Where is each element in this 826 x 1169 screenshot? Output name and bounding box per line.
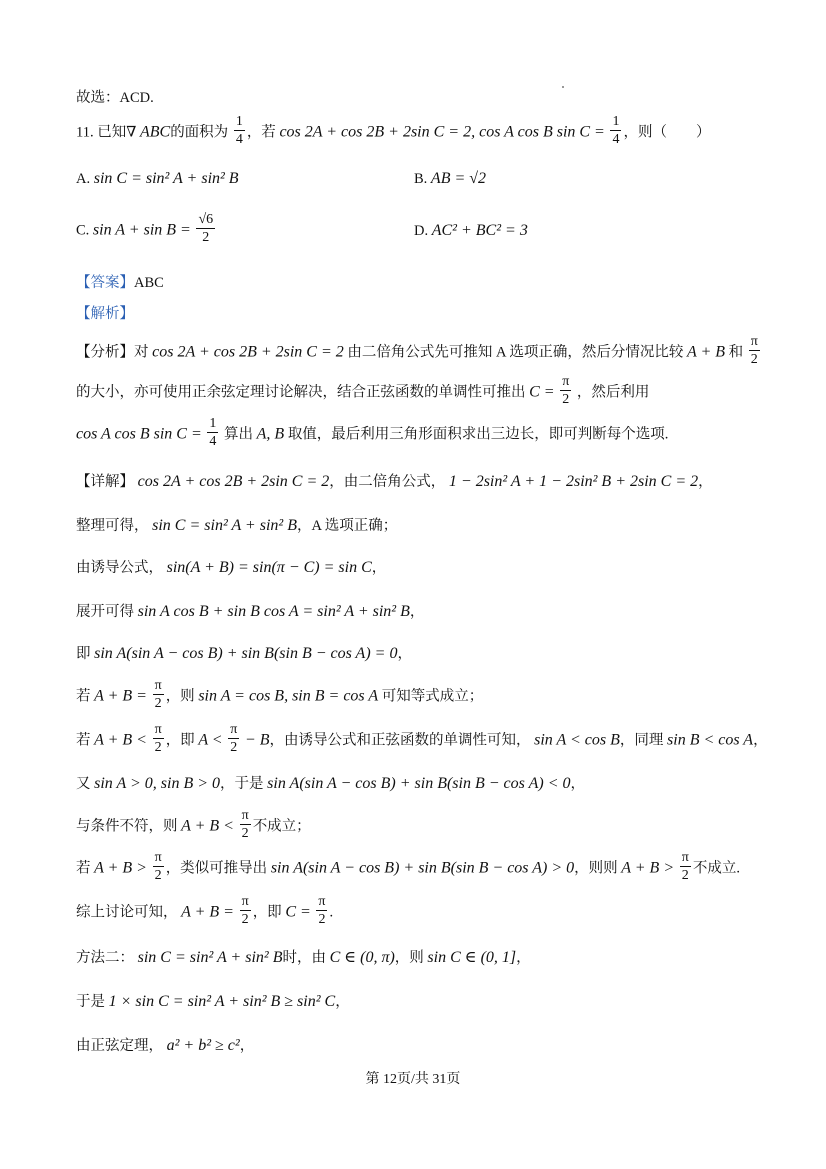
detail-line-6: 若 A + B = $\frac{\pi}{2}$ ，则 sin A = cos B, sin B = cos A 可知等式成立； — [76, 678, 484, 711]
analysis-line-3: cos A cos B sin C = $\frac{1}{4}$ 算出 A, B 取值，最后利用三角形面积求出三边长，即可判断每个选项. — [76, 416, 669, 449]
question-11-stem: 11. 已知∇ ABC的面积为 $\frac{1}{4}$ ，若 cos 2A + cos 2B + 2sin C = 2, cos A cos B sin C = $\frac{1}{4}$ ，则（ ） — [76, 114, 711, 147]
pi-over-2: $\frac{\pi}{2}$ — [241, 808, 249, 841]
detail-line-9: 与条件不符，则 A + B < $\frac{\pi}{2}$ 不成立； — [76, 808, 311, 841]
quarter-fraction: $\frac{1}{4}$ — [209, 416, 217, 449]
detail-line-10: 若 A + B > $\frac{\pi}{2}$ ，类似可推导出 sin A(sin A − cos B) + sin B(sin B − cos A) > 0，则则 A + B > $\frac{\pi}{2}$ 不成立. — [76, 850, 740, 883]
analysis-header: 【解析】 — [76, 306, 134, 322]
pi-over-2: $\frac{\pi}{2}$ — [681, 850, 689, 883]
detail-line-14: 由正弦定理， a² + b² ≥ c²， — [76, 1037, 255, 1054]
answer-line: 【答案】ABC — [76, 275, 164, 291]
pi-over-2: $\frac{\pi}{2}$ — [562, 374, 570, 407]
detail-line-3: 由诱导公式， sin(A + B) = sin(π − C) = sin C， — [76, 559, 387, 576]
detail-line-8: 又 sin A > 0, sin B > 0，于是 sin A(sin A − cos B) + sin B(sin B − cos A) < 0， — [76, 775, 585, 792]
detail-line-1: 【详解】 cos 2A + cos 2B + 2sin C = 2，由二倍角公式， 1 − 2sin² A + 1 − 2sin² B + 2sin C = 2， — [76, 473, 713, 490]
option-d: D. AC² + BC² = 3 — [414, 222, 528, 239]
pi-over-2: $\frac{\pi}{2}$ — [154, 850, 162, 883]
detail-line-11: 综上讨论可知， A + B = $\frac{\pi}{2}$ ，即 C = $\frac{\pi}{2}$ . — [76, 894, 334, 927]
pi-over-2: $\frac{\pi}{2}$ — [318, 894, 326, 927]
detail-line-2: 整理可得， sin C = sin² A + sin² B，A 选项正确； — [76, 517, 398, 534]
area-fraction: $\frac{1}{4}$ — [235, 114, 243, 147]
page-footer: 第 12页/共 31页 — [365, 1072, 461, 1087]
pi-over-2: $\frac{\pi}{2}$ — [241, 894, 249, 927]
pi-over-2: $\frac{\pi}{2}$ — [154, 722, 162, 755]
option-c-fraction: $\frac{√6}{2}$ — [198, 212, 214, 245]
detail-line-4: 展开可得 sin A cos B + sin B cos A = sin² A + sin² B， — [76, 603, 425, 620]
detail-line-5: 即 sin A(sin A − cos B) + sin B(sin B − cos A) = 0， — [76, 645, 412, 662]
option-c: C. sin A + sin B = $\frac{√6}{2}$ D. AC² + BC² = 3 — [76, 212, 528, 245]
detail-line-13: 于是 1 × sin C = sin² A + sin² B ≥ sin² C， — [76, 993, 350, 1010]
previous-answer-line: 故选：ACD. — [76, 90, 154, 106]
analysis-line-2: 的大小，亦可使用正余弦定理讨论解决，结合正弦函数的单调性可推出 C = $\frac{\pi}{2}$ ，然后利用 — [76, 374, 650, 407]
pi-over-2: $\frac{\pi}{2}$ — [750, 334, 758, 367]
detail-line-7: 若 A + B < $\frac{\pi}{2}$ ，即 A < $\frac{\pi}{2}$ − B，由诱导公式和正弦函数的单调性可知， sin A < cos B，同理 sin B < cos A， — [76, 722, 768, 755]
pi-over-2: $\frac{\pi}{2}$ — [154, 678, 162, 711]
option-a: A. sin C = sin² A + sin² B B. AB = √2 — [76, 170, 487, 187]
pi-over-2: $\frac{\pi}{2}$ — [230, 722, 238, 755]
analysis-line-1: 【分析】对 cos 2A + cos 2B + 2sin C = 2 由二倍角公式先可推知 A 选项正确，然后分情况比较 A + B 和 $\frac{\pi}{2}$ — [76, 334, 758, 367]
condition-fraction: $\frac{1}{4}$ — [612, 114, 620, 147]
option-b: B. AB = √2 — [414, 170, 487, 187]
scan-speck — [562, 86, 564, 88]
detail-line-12: 方法二： sin C = sin² A + sin² B时，由 C ∈ (0, π)，则 sin C ∈ (0, 1]， — [76, 949, 531, 966]
